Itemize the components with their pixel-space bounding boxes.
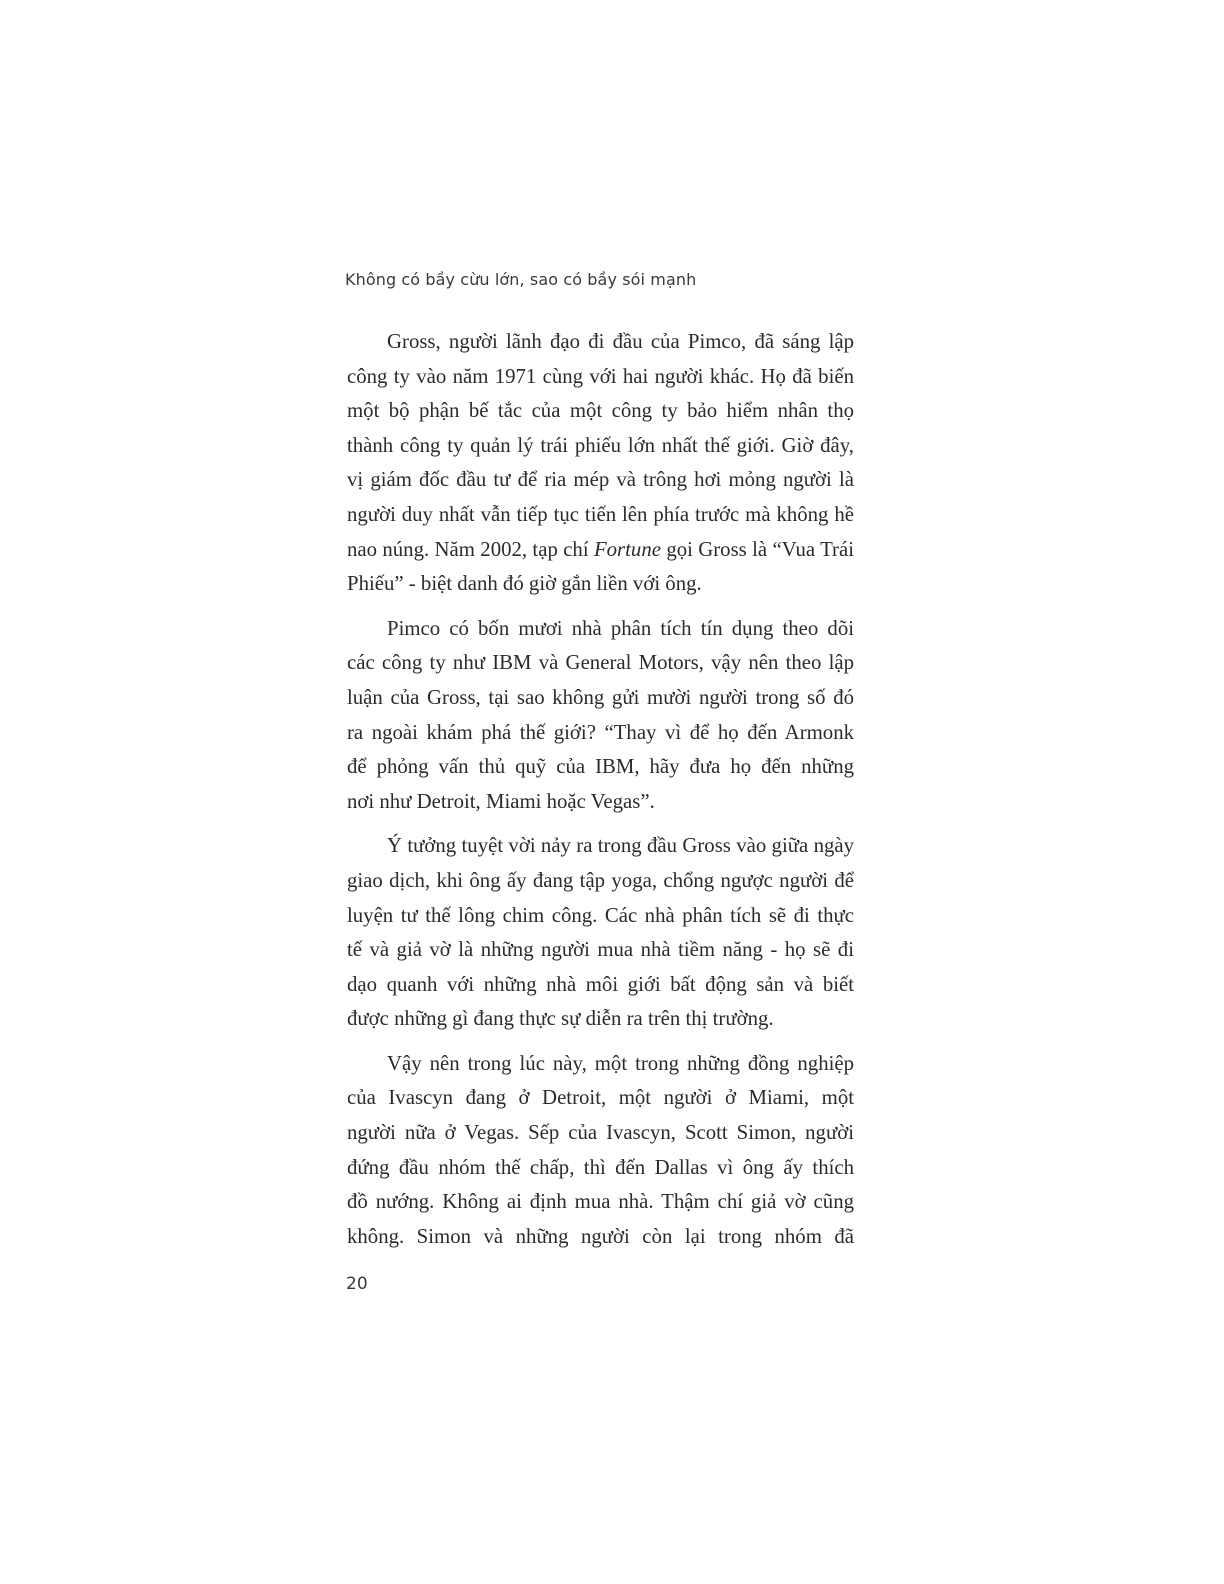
page-number: 20 xyxy=(346,1274,368,1294)
text-line: Phiếu” - biệt danh đó giờ gắn liền với ông. xyxy=(347,572,702,596)
text-line: vị giám đốc đầu tư để ria mép và trông hơi mỏng người là xyxy=(347,468,854,492)
paragraph-2 xyxy=(347,612,854,820)
running-header: Không có bầy cừu lớn, sao có bầy sói mạnh xyxy=(345,270,697,289)
text-line: dạo quanh với những nhà môi giới bất động sản và biết xyxy=(347,972,854,996)
text-line: thành công ty quản lý trái phiếu lớn nhất thế giới. Giờ đây, xyxy=(347,433,854,457)
paragraph-3 xyxy=(347,829,854,1037)
text-line: đứng đầu nhóm thế chấp, thì đến Dallas vì ông ấy thích xyxy=(347,1155,854,1179)
text-line: Gross, người lãnh đạo đi đầu của Pimco, đã sáng lập xyxy=(387,330,854,353)
text-line: giao dịch, khi ông ấy đang tập yoga, chổng ngược người để xyxy=(347,868,854,892)
paragraph-4 xyxy=(347,1047,854,1255)
text-line: đồ nướng. Không ai định mua nhà. Thậm chí giả vờ cũng xyxy=(347,1190,854,1214)
text-line: Pimco có bốn mươi nhà phân tích tín dụng theo dõi xyxy=(387,616,854,640)
text-line: các công ty như IBM và General Motors, vậy nên theo lập xyxy=(347,651,854,675)
text-line-with-italic: nao núng. Năm 2002, tạp chí Fortune gọi Gross là “Vua Trái xyxy=(347,537,854,561)
text-line: tế và giả vờ là những người mua nhà tiềm năng - họ sẽ đi xyxy=(347,938,854,962)
text-line: ra ngoài khám phá thế giới? “Thay vì để họ đến Armonk xyxy=(347,720,854,744)
text-line: người nữa ở Vegas. Sếp của Ivascyn, Scott Simon, người xyxy=(347,1121,854,1145)
body-text xyxy=(347,325,854,1254)
magazine-title: Fortune xyxy=(593,537,661,561)
text-line: của Ivascyn đang ở Detroit, một người ở Miami, một xyxy=(347,1086,854,1110)
paragraph-1 xyxy=(347,325,854,602)
text-line: luận của Gross, tại sao không gửi mười người trong số đó xyxy=(347,685,854,709)
text-line: được những gì đang thực sự diễn ra trên thị trường. xyxy=(347,1007,774,1031)
text-line: không. Simon và những người còn lại trong nhóm đã xyxy=(347,1224,854,1248)
text-line: người duy nhất vẫn tiếp tục tiến lên phía trước mà không hề xyxy=(347,502,854,526)
text-line: để phỏng vấn thủ quỹ của IBM, hãy đưa họ đến những xyxy=(347,755,854,779)
text-line: nơi như Detroit, Miami hoặc Vegas”. xyxy=(347,789,655,813)
text-line: luyện tư thế lông chim công. Các nhà phân tích sẽ đi thực xyxy=(347,903,854,927)
text-line: công ty vào năm 1971 cùng với hai người khác. Họ đã biến xyxy=(347,364,854,388)
text-line: một bộ phận bế tắc của một công ty bảo hiểm nhân thọ xyxy=(347,399,854,423)
text-line: Ý tưởng tuyệt vời nảy ra trong đầu Gross vào giữa ngày xyxy=(387,834,854,858)
text-line: Vậy nên trong lúc này, một trong những đồng nghiệp xyxy=(387,1051,854,1075)
